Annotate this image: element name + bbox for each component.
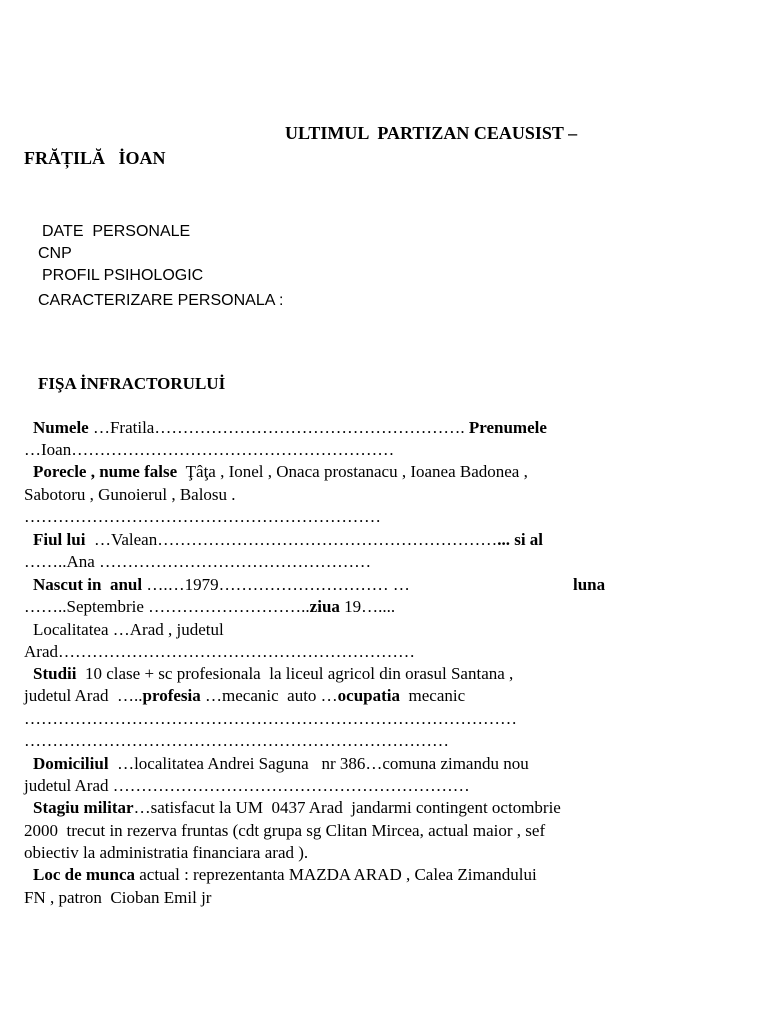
stagiu-label: Stagiu militar <box>33 798 134 817</box>
stagiu-line3: obiectiv la administratia financiara arad ). <box>24 843 309 862</box>
fiul-label: Fiul lui <box>33 530 86 549</box>
porecle-value-line2: Sabotoru , Gunoierul , Balosu . <box>24 485 236 504</box>
nascut-label: Nascut in anul <box>33 575 143 594</box>
loc-munca-label: Loc de munca <box>33 865 135 884</box>
section-cnp: CNP <box>38 245 72 262</box>
field-studii-line <box>33 664 513 684</box>
document-title-line2: FRĂȚILĂ İOAN <box>24 148 166 168</box>
sial-label: ... si al <box>497 530 544 549</box>
field-numele-line <box>33 418 547 438</box>
fisa-title: FIŞA İNFRACTORULUİ <box>38 374 226 393</box>
luna-value: ……..Septembrie ……………………….. <box>24 597 310 616</box>
field-nascut-line <box>33 575 410 595</box>
dots-line1: …………………………………………………………………………… <box>24 709 517 728</box>
loc-munca-line2: FN , patron Cioban Emil jr <box>24 888 212 907</box>
stagiu-value: …satisfacut la UM 0437 Arad jandarmi contingent octombrie <box>133 798 561 817</box>
localitatea-line2: Arad……………………………………………………… <box>24 642 415 661</box>
ocupatia-value: mecanic <box>400 686 466 705</box>
profesia-label: profesia <box>142 686 201 705</box>
numele-value: …Fratila………………………………………………. <box>88 418 469 437</box>
section-profil-psihologic: PROFIL PSIHOLOGIC <box>42 267 204 284</box>
domiciliul-line2: judetul Arad ……………………………………………………… <box>24 776 470 795</box>
ziua-label: ziua <box>309 597 340 616</box>
document-title-line1: ULTIMUL PARTIZAN CEAUSIST – <box>285 123 578 143</box>
ziua-value: 19….... <box>339 597 396 616</box>
prenumele-value: …Ioan………………………………………………… <box>24 440 395 459</box>
ana-value: ……..Ana ………………………………………… <box>24 552 372 571</box>
nascut-value: ….…1979………………………… … <box>142 575 410 594</box>
field-domiciliul-line <box>33 754 529 774</box>
porecle-value: Ţâţa , Ionel , Onaca prostanacu , Ioanea Badonea , <box>177 462 528 481</box>
section-date-personale: DATE PERSONALE <box>42 223 191 240</box>
studii-label: Studii <box>33 664 77 683</box>
studii-value: 10 clase + sc profesionala la liceul agricol din orasul Santana , <box>76 664 514 683</box>
stagiu-line2: 2000 trecut in rezerva fruntas (cdt grupa sg Clitan Mircea, actual maior , sef <box>24 821 546 840</box>
numele-label: Numele <box>33 418 89 437</box>
loc-munca-value: actual : reprezentanta MAZDA ARAD , Calea Zimandului <box>135 865 537 884</box>
luna-label: luna <box>573 575 606 594</box>
dots-line2: ………………………………………………………………… <box>24 731 449 750</box>
domiciliul-value: …localitatea Andrei Saguna nr 386…comuna zimandu nou <box>108 754 529 773</box>
fiul-value: …Valean…………………………………………………… <box>85 530 498 549</box>
field-fiul-line <box>33 530 543 550</box>
porecle-dots: ……………………………………………………… <box>24 507 381 526</box>
porecle-label: Porecle , nume false <box>33 462 178 481</box>
ocupatia-label: ocupatia <box>337 686 401 705</box>
field-loc-munca-line <box>33 865 537 885</box>
localitatea-line1: Localitatea …Arad , judetul <box>33 620 224 639</box>
section-caracterizare: CARACTERIZARE PERSONALA : <box>38 292 284 309</box>
domiciliul-label: Domiciliul <box>33 754 109 773</box>
field-porecle-line <box>33 462 528 482</box>
studii-line2: judetul Arad ….. <box>24 686 143 705</box>
field-stagiu-line <box>33 798 561 818</box>
profesia-value: …mecanic auto … <box>200 686 338 705</box>
field-luna-line <box>24 597 395 617</box>
prenumele-label: Prenumele <box>468 418 547 437</box>
field-profesia-line <box>24 686 465 706</box>
